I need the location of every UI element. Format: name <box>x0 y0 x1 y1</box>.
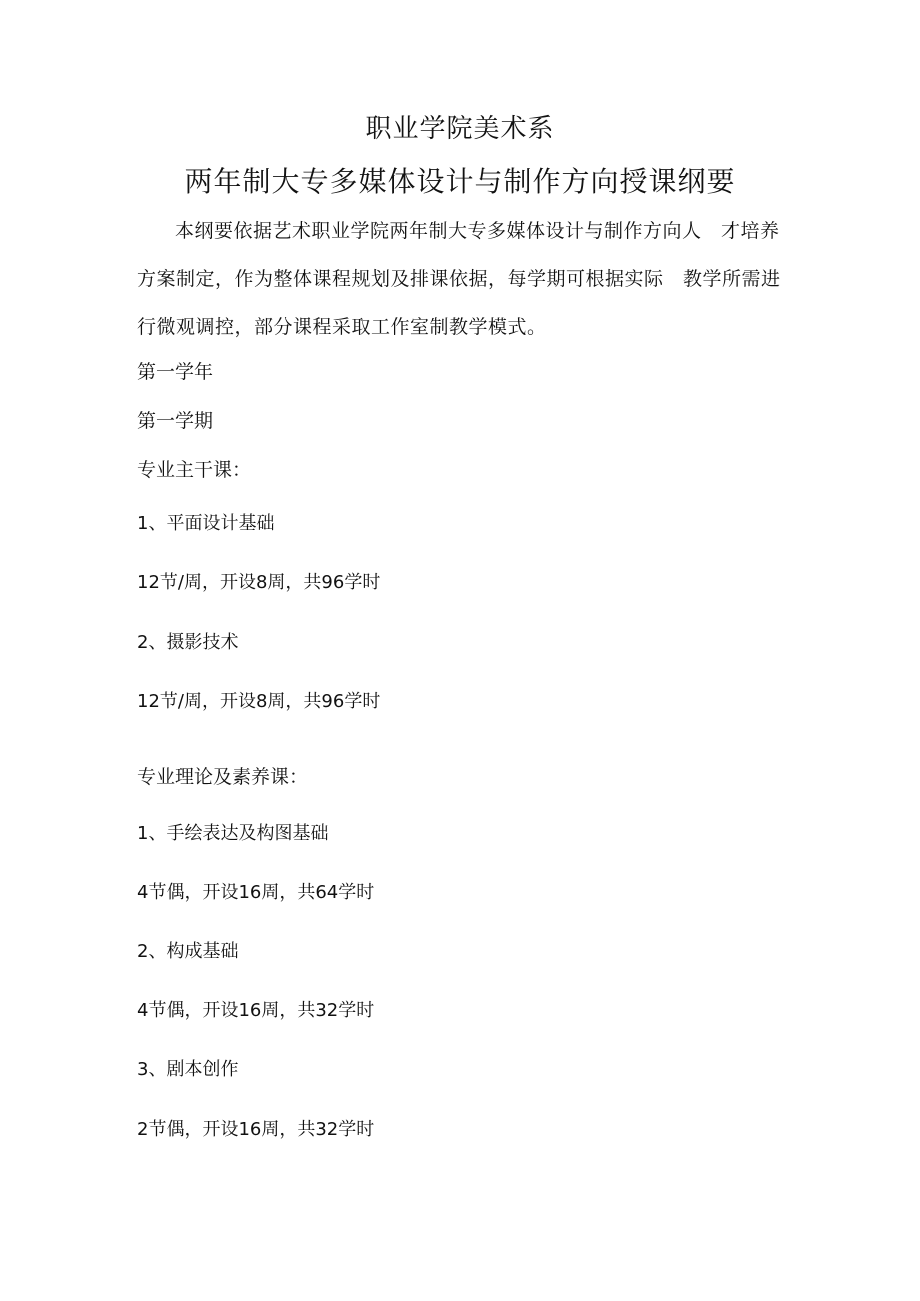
course-name: 3、剧本创作 <box>137 1059 239 1080</box>
document-title: 职业学院美术系 <box>365 114 555 144</box>
year-heading: 第一学年 <box>137 361 214 383</box>
document-subtitle: 两年制大专多媒体设计与制作方向授课纲要 <box>184 165 736 198</box>
course-name: 2、构成基础 <box>137 941 239 962</box>
semester-heading: 第一学期 <box>137 410 214 432</box>
theory-courses-heading: 专业理论及素养课： <box>137 766 309 788</box>
course-hours: 4节偶，开设16周，共64学时 <box>137 882 375 903</box>
course-name: 1、手绘表达及构图基础 <box>137 823 329 844</box>
course-hours: 4节偶，开设16周，共32学时 <box>137 1000 375 1021</box>
course-name: 2、摄影技术 <box>137 632 239 653</box>
course-hours: 12节/周，开设8周，共96学时 <box>137 572 381 593</box>
intro-paragraph: 本纲要依据艺术职业学院两年制大专多媒体设计与制作方向人 才培养方案制定，作为整体课程规划及排课依据，每学期可根据实际 教学所需进行微观调控，部分课程采取工作室制教学模式。 <box>137 220 781 338</box>
course-hours: 2节偶，开设16周，共32学时 <box>137 1119 375 1140</box>
course-name: 1、平面设计基础 <box>137 513 275 534</box>
core-courses-heading: 专业主干课： <box>137 459 252 481</box>
course-hours: 12节/周，开设8周，共96学时 <box>137 691 381 712</box>
